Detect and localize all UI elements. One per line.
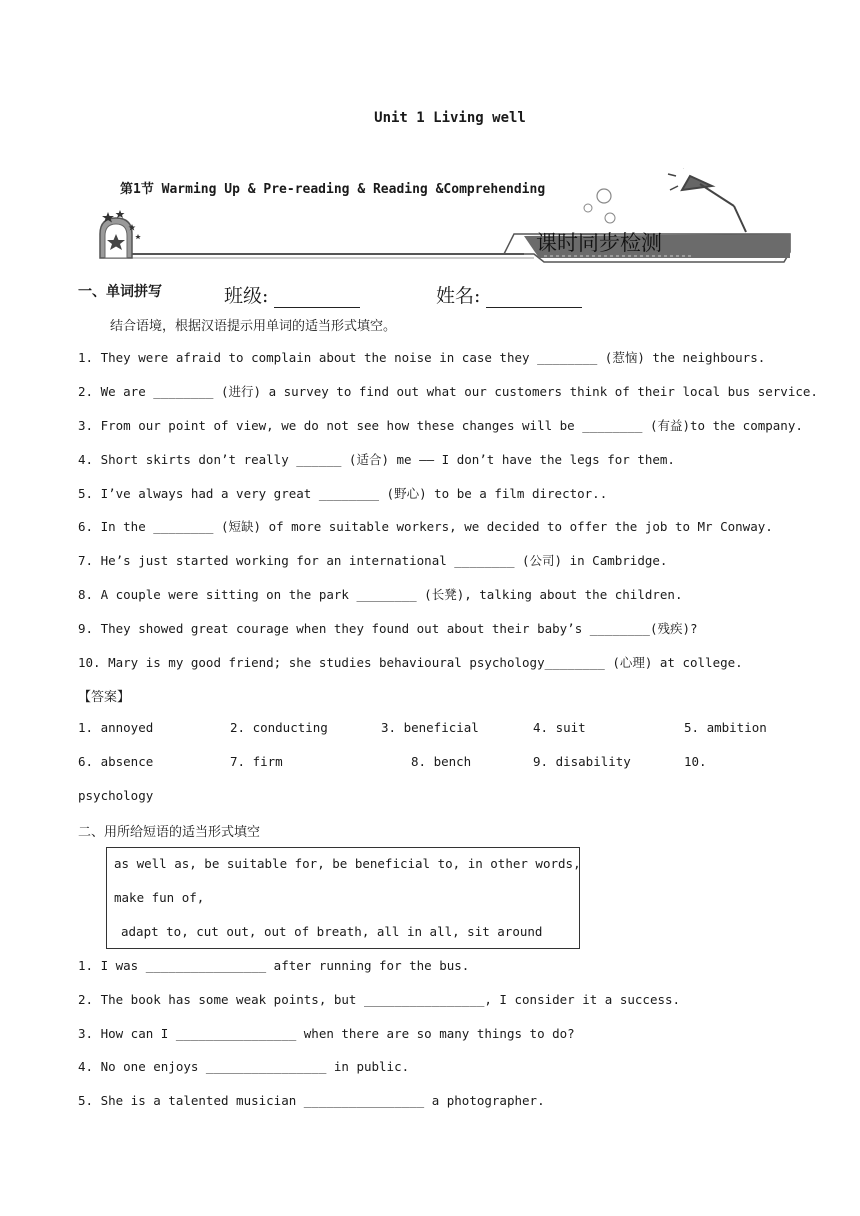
question-9: 9. They showed great courage when they found out about their baby’s ________(残疾)? bbox=[78, 621, 698, 636]
answer-6: 6. absence bbox=[78, 754, 154, 769]
answer-10-wrap: psychology bbox=[78, 788, 154, 803]
answer-7: 7. firm bbox=[230, 754, 283, 769]
answer-3: 3. beneficial bbox=[381, 720, 479, 735]
phrase-box-line-1: as well as, be suitable for, be beneficial to, in other words, bbox=[114, 856, 581, 871]
answer-2: 2. conducting bbox=[230, 720, 328, 735]
question-2: 2. We are ________ (进行) a survey to find out what our customers think of their local bus service. bbox=[78, 384, 818, 399]
question-4: 4. Short skirts don’t really ______ (适合) me —— I don’t have the legs for them. bbox=[78, 452, 675, 467]
answer-9: 9. disability bbox=[533, 754, 631, 769]
phrase-box-line-3: adapt to, cut out, out of breath, all in all, sit around bbox=[121, 924, 543, 939]
class-label: 班级: bbox=[224, 285, 269, 307]
document-title: Unit 1 Living well bbox=[374, 110, 526, 126]
name-label: 姓名: bbox=[436, 285, 481, 307]
part2-question-3: 3. How can I ________________ when there are so many things to do? bbox=[78, 1026, 575, 1041]
name-blank[interactable] bbox=[486, 289, 582, 308]
question-5: 5. I’ve always had a very great ________ (野心) to be a film director.. bbox=[78, 486, 608, 501]
answer-10: 10. bbox=[684, 754, 707, 769]
part2-question-4: 4. No one enjoys ________________ in public. bbox=[78, 1059, 410, 1074]
answer-8: 8. bench bbox=[411, 754, 472, 769]
answer-4: 4. suit bbox=[533, 720, 586, 735]
question-3: 3. From our point of view, we do not see how these changes will be ________ (有益)to the company. bbox=[78, 418, 803, 433]
part1-heading: 一、单词拼写 bbox=[78, 284, 162, 300]
question-1: 1. They were afraid to complain about the noise in case they ________ (惹恼) the neighbours. bbox=[78, 350, 766, 365]
section-title: 第1节 Warming Up & Pre-reading & Reading &Comprehending bbox=[120, 182, 546, 197]
part2-question-5: 5. She is a talented musician ________________ a photographer. bbox=[78, 1093, 545, 1108]
part2-heading: 二、用所给短语的适当形式填空 bbox=[78, 825, 261, 840]
question-6: 6. In the ________ (短缺) of more suitable workers, we decided to offer the job to Mr Conway. bbox=[78, 519, 773, 534]
phrase-box-line-2: make fun of, bbox=[114, 890, 205, 905]
question-8: 8. A couple were sitting on the park ________ (长凳), talking about the children. bbox=[78, 587, 683, 602]
star-emblem-icon bbox=[100, 210, 141, 258]
part2-question-2: 2. The book has some weak points, but ________________, I consider it a success. bbox=[78, 992, 681, 1007]
part2-question-1: 1. I was ________________ after running for the bus. bbox=[78, 958, 470, 973]
answer-1: 1. annoyed bbox=[78, 720, 154, 735]
name-field bbox=[436, 281, 582, 308]
class-blank[interactable] bbox=[274, 289, 360, 308]
part1-instruction: 结合语境，根据汉语提示用单词的适当形式填空。 bbox=[110, 319, 397, 334]
answer-5: 5. ambition bbox=[684, 720, 767, 735]
question-7: 7. He’s just started working for an international ________ (公司) in Cambridge. bbox=[78, 553, 668, 568]
class-field bbox=[224, 281, 360, 308]
answer-heading: 【答案】 bbox=[78, 690, 131, 705]
question-10: 10. Mary is my good friend; she studies behavioural psychology________ (心理) at college. bbox=[78, 655, 743, 670]
banner-text: 课时同步检测 bbox=[536, 231, 662, 255]
desk-lamp-icon bbox=[668, 168, 746, 232]
